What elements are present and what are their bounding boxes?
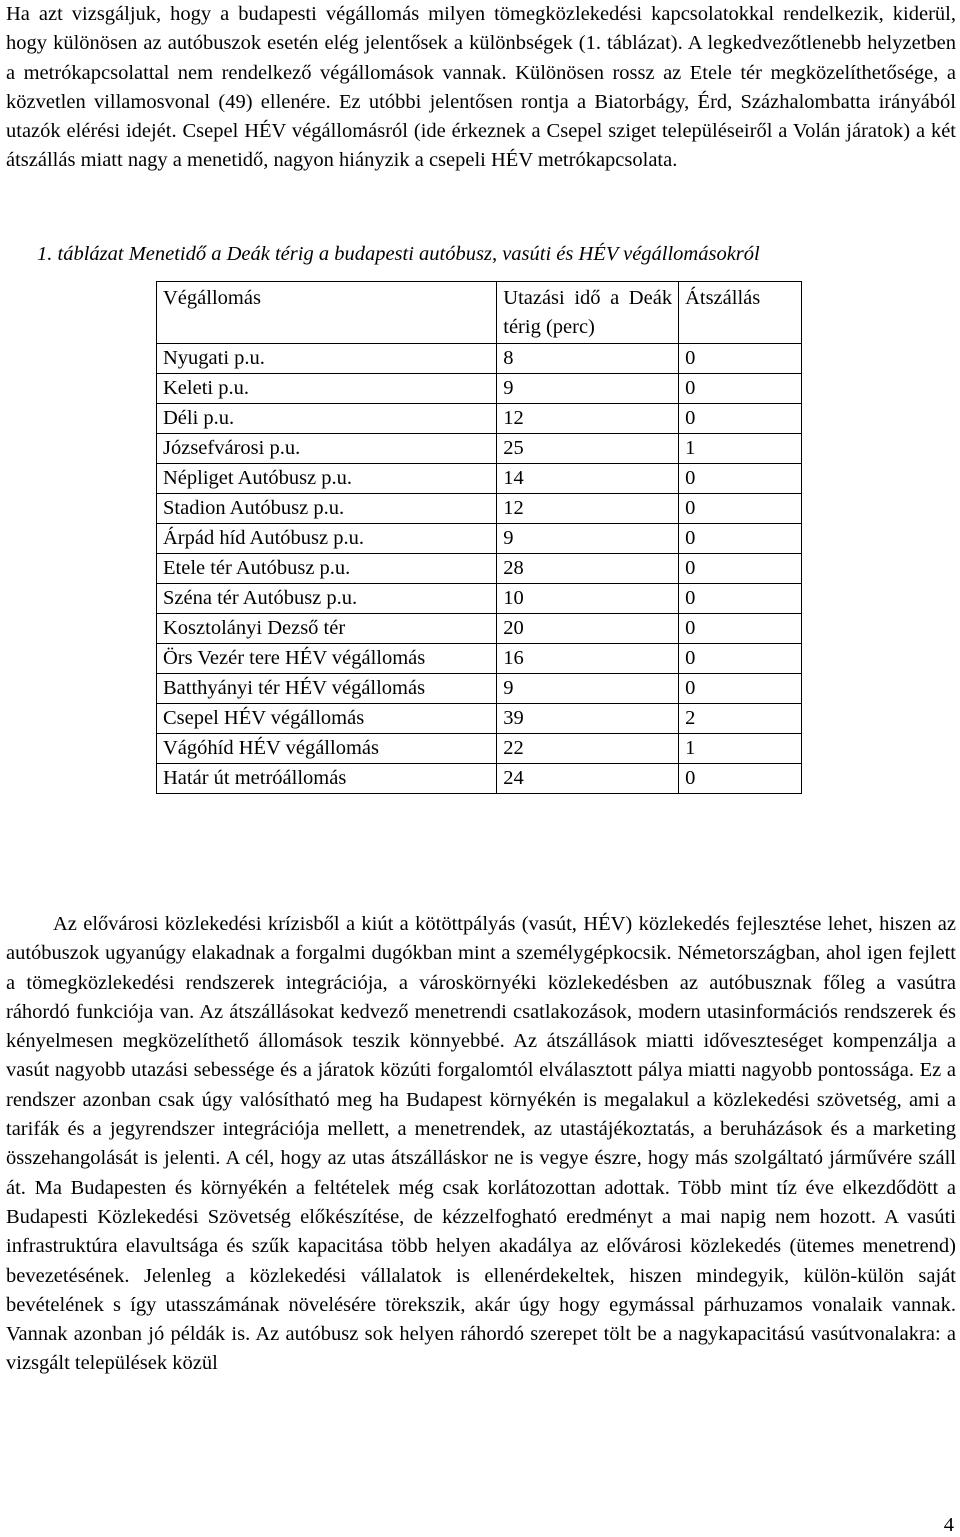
cell-travel-time: 9 bbox=[497, 374, 679, 404]
cell-terminus: Nyugati p.u. bbox=[157, 344, 497, 374]
cell-terminus: Kosztolányi Dezső tér bbox=[157, 614, 497, 644]
table-row bbox=[157, 464, 802, 494]
cell-travel-time: 9 bbox=[497, 674, 679, 704]
cell-terminus: Józsefvárosi p.u. bbox=[157, 434, 497, 464]
cell-transfers: 1 bbox=[679, 434, 802, 464]
cell-transfers: 2 bbox=[679, 704, 802, 734]
body-paragraph: Az elővárosi közlekedési krízisből a kiút a kötöttpályás (vasút, HÉV) közlekedés fejlesztése lehet, hiszen az autóbuszok ugyanúgy elakadnak a forgalmi dugókban mint a személygépkocsik. Németországban, ahol igen fejlett a tömegközlekedési rendszerek integrációja, a városkörnyéki közlekedésben az autóbusznak főleg a vasútra ráhordó funkciója van. Az átszállásokat kedvező menetrendi csatlakozások, modern utasinformációs rendszerek és kényelmesen megközelíthető állomások teszik könnyebbé. Az átszállások miatti időveszteséget kompenzálja a vasút nagyobb utazási sebessége és a járatok közúti forgalomtól elválasztott pálya miatti nagyobb pontossága. Ez a rendszer azonban csak úgy valósítható meg ha Budapest környékén is megalakul a közlekedési szövetség, ami a tarifák és a jegyrendszer integrációja mellett, a menetrendek, az utastájékoztatás, a beruházások és a marketing összehangolását is jelenti. A cél, hogy az utas átszálláskor ne is vegye észre, hogy más szolgáltató járművére száll át. Ma Budapesten és környékén a feltételek még csak korlátozottan adottak. Több mint tíz éve elkezdődött a Budapesti Közlekedési Szövetség előkészítése, de kézzelfogható eredményt a mai napig nem hozott. A vasúti infrastruktúra elavultsága és szűk kapacitása több helyen akadálya az elővárosi közlekedés (ütemes menetrend) bevezetésének. Jelenleg a közlekedési vállalatok is ellenérdekeltek, hiszen mindegyik, külön-külön saját bevételének s így utasszámának növelésére törekszik, akár úgy hogy egymással párhuzamos vonalaik vannak. Vannak azonban jó példák is. Az autóbusz sok helyen ráhordó szerepet tölt be a nagykapacitású vasútvonalakra: a vizsgált települések közül bbox=[6, 913, 956, 1375]
cell-transfers: 0 bbox=[679, 524, 802, 554]
cell-travel-time: 22 bbox=[497, 734, 679, 764]
cell-terminus: Keleti p.u. bbox=[157, 374, 497, 404]
intro-paragraph: Ha azt vizsgáljuk, hogy a budapesti végállomás milyen tömegközlekedési kapcsolatokkal rendelkezik, kiderül, hogy különösen az autóbuszok esetén elég jelentősek a különbségek (1. táblázat). A legkedvezőtlenebb helyzetben a metrókapcsolattal nem rendelkező végállomások vannak. Különösen rossz az Etele tér megközelíthetősége, a közvetlen villamosvonal (49) ellenére. Ez utóbbi jelentősen rontja a Biatorbágy, Érd, Százhalombatta irányából utazók elérési idejét. Csepel HÉV végállomásról (ide érkeznek a Csepel sziget településeiről a Volán járatok) a két átszállás miatt nagy a menetidő, nagyon hiányzik a csepeli HÉV metrókapcsolata. bbox=[6, 3, 956, 172]
cell-transfers: 0 bbox=[679, 584, 802, 614]
table-row bbox=[157, 494, 802, 524]
cell-travel-time: 8 bbox=[497, 344, 679, 374]
cell-terminus: Határ út metróállomás bbox=[157, 764, 497, 794]
table-row bbox=[157, 704, 802, 734]
table-row bbox=[157, 584, 802, 614]
cell-transfers: 0 bbox=[679, 644, 802, 674]
table-row bbox=[157, 344, 802, 374]
cell-travel-time: 12 bbox=[497, 404, 679, 434]
header-terminus: Végállomás bbox=[157, 282, 497, 344]
cell-transfers: 0 bbox=[679, 764, 802, 794]
table-row bbox=[157, 614, 802, 644]
table-row bbox=[157, 374, 802, 404]
cell-travel-time: 28 bbox=[497, 554, 679, 584]
cell-travel-time: 12 bbox=[497, 494, 679, 524]
cell-transfers: 0 bbox=[679, 494, 802, 524]
cell-terminus: Déli p.u. bbox=[157, 404, 497, 434]
cell-transfers: 0 bbox=[679, 614, 802, 644]
header-transfers: Átszállás bbox=[679, 282, 802, 344]
cell-travel-time: 14 bbox=[497, 464, 679, 494]
cell-travel-time: 24 bbox=[497, 764, 679, 794]
cell-travel-time: 39 bbox=[497, 704, 679, 734]
table-row bbox=[157, 764, 802, 794]
table-row bbox=[157, 644, 802, 674]
cell-terminus: Etele tér Autóbusz p.u. bbox=[157, 554, 497, 584]
travel-time-table bbox=[156, 281, 802, 794]
cell-terminus: Széna tér Autóbusz p.u. bbox=[157, 584, 497, 614]
cell-terminus: Örs Vezér tere HÉV végállomás bbox=[157, 644, 497, 674]
table-row bbox=[157, 404, 802, 434]
cell-transfers: 0 bbox=[679, 344, 802, 374]
table-row bbox=[157, 734, 802, 764]
cell-terminus: Stadion Autóbusz p.u. bbox=[157, 494, 497, 524]
table-header-row bbox=[157, 282, 802, 344]
cell-travel-time: 9 bbox=[497, 524, 679, 554]
cell-terminus: Árpád híd Autóbusz p.u. bbox=[157, 524, 497, 554]
table-row bbox=[157, 554, 802, 584]
cell-terminus: Csepel HÉV végállomás bbox=[157, 704, 497, 734]
page-number: 4 bbox=[943, 1514, 954, 1536]
cell-travel-time: 16 bbox=[497, 644, 679, 674]
table-row bbox=[157, 524, 802, 554]
table-row bbox=[157, 434, 802, 464]
cell-transfers: 0 bbox=[679, 404, 802, 434]
cell-transfers: 0 bbox=[679, 554, 802, 584]
cell-transfers: 0 bbox=[679, 674, 802, 704]
cell-terminus: Vágóhíd HÉV végállomás bbox=[157, 734, 497, 764]
cell-transfers: 0 bbox=[679, 374, 802, 404]
table-row bbox=[157, 674, 802, 704]
cell-travel-time: 20 bbox=[497, 614, 679, 644]
cell-terminus: Batthyányi tér HÉV végállomás bbox=[157, 674, 497, 704]
cell-transfers: 0 bbox=[679, 464, 802, 494]
table-caption: 1. táblázat Menetidő a Deák térig a budapesti autóbusz, vasúti és HÉV végállomásokról bbox=[37, 243, 760, 265]
cell-travel-time: 25 bbox=[497, 434, 679, 464]
cell-terminus: Népliget Autóbusz p.u. bbox=[157, 464, 497, 494]
cell-transfers: 1 bbox=[679, 734, 802, 764]
header-travel-time: Utazási idő a Deák térig (perc) bbox=[497, 282, 679, 344]
cell-travel-time: 10 bbox=[497, 584, 679, 614]
